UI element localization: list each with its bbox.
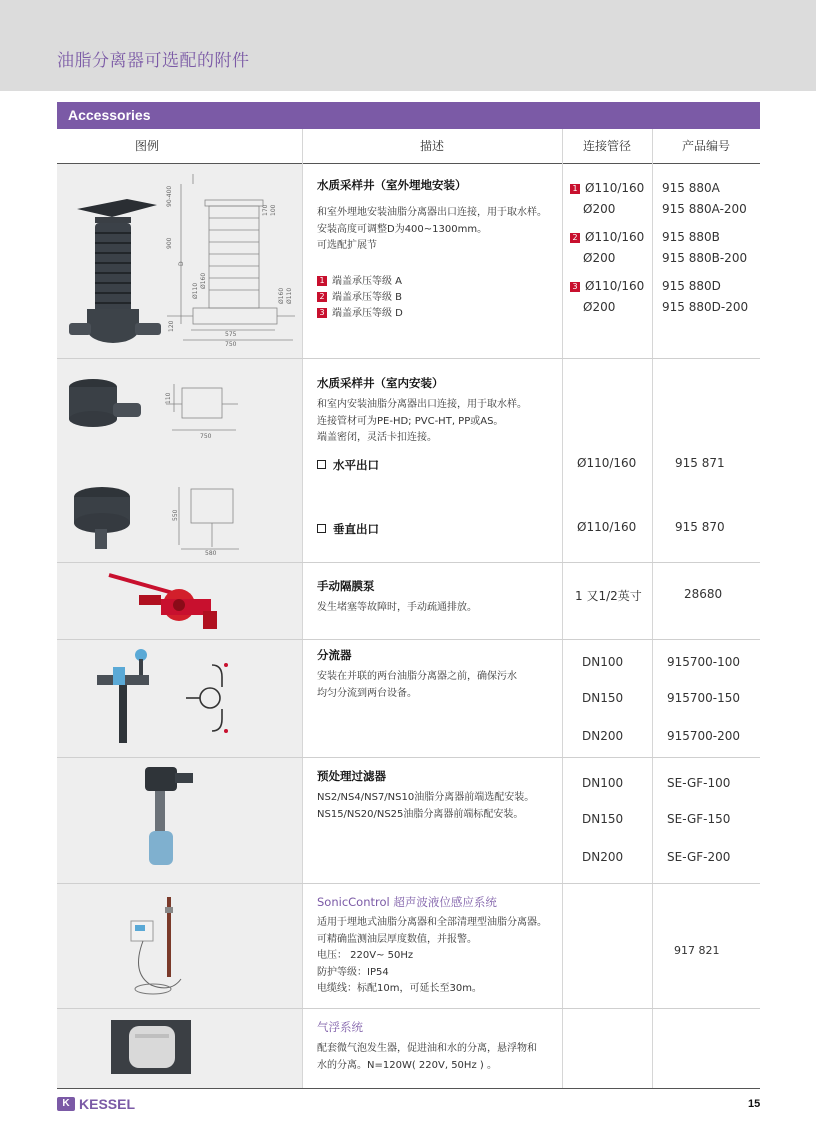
product-code: 915 880B [662, 230, 720, 244]
pre-filter-photo [139, 763, 199, 869]
hand-pump-title: 手动隔膜泵 [317, 579, 375, 593]
number-badge: 3 [570, 282, 580, 292]
flotation-title: 气浮系统 [317, 1020, 363, 1034]
number-badge: 2 [317, 292, 327, 302]
pipe-size: Ø110/160 [585, 279, 645, 293]
logo-mark: K [57, 1097, 75, 1111]
option-item [317, 274, 403, 290]
pipe-size: Ø110/160 [577, 520, 637, 534]
accessories-table [57, 129, 760, 1089]
outdoor-chamber-description [317, 205, 547, 255]
page-title: 油脂分离器可选配的附件 [57, 51, 250, 71]
product-code: 915700-100 [667, 655, 741, 669]
product-code: 915 880B-200 [662, 251, 748, 265]
row-divider [57, 757, 760, 758]
dim-170: 170 [262, 204, 269, 216]
table-bottom-rule [57, 1088, 760, 1089]
indoor-chamber-description [317, 397, 527, 447]
option-label: 端盖承压等级 D [332, 308, 403, 319]
description-line: 电缆线：标配10m，可延长至30m。 [317, 983, 482, 994]
dim-580: 580 [205, 550, 217, 557]
outdoor-chamber-title: 水质采样井（室外埋地安装） [317, 178, 467, 192]
column-divider [302, 129, 303, 1089]
product-code: 915 871 [675, 456, 725, 470]
description-line: 可精确监测油层厚度数值，并报警。 [317, 933, 477, 945]
indoor-chamber-vertical-drawing [169, 485, 249, 555]
section-bar [57, 102, 760, 129]
dim-pipe-160-right: Ø160 [278, 287, 285, 304]
row-divider [57, 1008, 760, 1009]
description-line: 均匀分流到两台设备。 [317, 687, 417, 699]
number-badge: 1 [570, 184, 580, 194]
description-line: 安装高度可调整D为400~1300mm。 [317, 223, 488, 235]
checkbox-square-icon [317, 524, 326, 533]
outdoor-chamber-drawing [167, 174, 299, 354]
header-code: 产品编号 [681, 139, 730, 153]
sonic-control-photo [121, 893, 191, 999]
description-line: 防护等级：IP54 [317, 966, 389, 978]
indoor-chamber-title: 水质采样井（室内安装） [317, 376, 444, 390]
indoor-chamber-vertical-photo [67, 483, 137, 553]
dim-120: 120 [168, 320, 175, 332]
product-code: 915 880D-200 [662, 300, 749, 314]
sonic-control-title: SonicControl 超声波液位感应系统 [317, 895, 497, 909]
variant-label: 水平出口 [333, 458, 379, 472]
page-number: 15 [748, 1098, 761, 1110]
description-line: 连接管材可为PE-HD; PVC-HT, PP或AS。 [317, 415, 504, 427]
description-line: 适用于埋地式油脂分离器和全部清理型油脂分离器。 [317, 917, 547, 928]
number-badge: 1 [317, 276, 327, 286]
option-label: 端盖承压等级 A [332, 276, 403, 287]
pipe-variant-3 [570, 279, 644, 293]
splitter-title: 分流器 [317, 648, 352, 662]
horizontal-outlet-label [317, 457, 379, 473]
product-code: 915 870 [675, 520, 725, 534]
splitter-photo [93, 647, 153, 747]
pipe-size: Ø200 [583, 251, 616, 265]
sonic-control-description [317, 915, 547, 998]
pipe-variant-2 [570, 230, 644, 244]
flotation-description [317, 1041, 537, 1074]
option-item [317, 290, 403, 306]
product-code: 915 880A-200 [662, 202, 747, 216]
dim-900: 900 [166, 237, 173, 249]
outdoor-chamber-options [317, 274, 403, 322]
flotation-system-photo [111, 1020, 191, 1074]
option-item [317, 306, 403, 322]
description-line: 发生堵塞等故障时，手动疏通排放。 [317, 602, 477, 613]
pipe-size: DN150 [582, 812, 624, 826]
pre-filter-description [317, 790, 534, 823]
pipe-size: DN200 [582, 729, 624, 743]
dim-750: 750 [200, 433, 212, 440]
description-line: 安装在并联的两台油脂分离器之前，确保污水 [317, 671, 517, 682]
description-line: 可选配扩展节 [317, 240, 377, 251]
column-divider [562, 129, 563, 1089]
section-bar-label: Accessories [68, 107, 151, 123]
description-line: 端盖密闭，灵活卡扣连接。 [317, 432, 437, 443]
number-badge: 3 [317, 308, 327, 318]
header-description: 描述 [419, 139, 444, 153]
product-code: SE-GF-150 [667, 812, 731, 826]
product-code: 915 880A [662, 181, 720, 195]
vertical-outlet-label [317, 521, 379, 537]
splitter-description [317, 669, 517, 702]
pipe-size: 1 又1/2英寸 [575, 589, 642, 603]
splitter-diagram [182, 657, 282, 742]
column-divider [652, 129, 653, 1089]
product-code: 915 880D [662, 279, 721, 293]
description-line: 和室内安装油脂分离器出口连接，用于取水样。 [317, 399, 527, 410]
dim-pipe-110-right: Ø110 [286, 287, 293, 304]
dim-750: 750 [225, 341, 237, 348]
outdoor-chamber-photo [67, 191, 177, 351]
row-divider [57, 639, 760, 640]
logo-text: KESSEL [79, 1096, 136, 1112]
dim-550: 550 [172, 509, 179, 521]
pipe-size: DN100 [582, 776, 624, 790]
pipe-size: DN150 [582, 691, 624, 705]
pre-filter-title: 预处理过滤器 [317, 769, 386, 783]
indoor-chamber-horizontal-drawing [162, 382, 242, 442]
pipe-variant-1 [570, 181, 644, 195]
header-image: 图例 [134, 139, 159, 153]
checkbox-square-icon [317, 460, 326, 469]
hand-pump-description [317, 600, 477, 617]
product-code: 915700-200 [667, 729, 741, 743]
row-divider [57, 883, 760, 884]
dim-100: 100 [270, 204, 277, 216]
dim-90-400: 90-400 [166, 185, 173, 207]
variant-label: 垂直出口 [333, 522, 379, 536]
hand-pump-photo [103, 569, 223, 635]
product-code: SE-GF-100 [667, 776, 731, 790]
product-code: 917 821 [674, 944, 720, 957]
indoor-chamber-horizontal-photo [65, 375, 145, 435]
header-pipe: 连接管径 [582, 139, 631, 153]
option-label: 端盖承压等级 B [332, 292, 403, 303]
row-divider [57, 358, 760, 359]
description-line: NS15/NS20/NS25油脂分离器前端标配安装。 [317, 808, 524, 820]
dim-d: D [178, 261, 185, 266]
pipe-size: Ø110/160 [577, 456, 637, 470]
pipe-size: Ø200 [583, 202, 616, 216]
dim-575: 575 [225, 331, 237, 338]
pipe-size: Ø110/160 [585, 230, 645, 244]
product-code: 28680 [684, 587, 723, 601]
dim-pipe-110: Ø110 [192, 282, 199, 299]
pipe-size: DN200 [582, 850, 624, 864]
product-code: 915700-150 [667, 691, 741, 705]
description-line: NS2/NS4/NS7/NS10油脂分离器前端选配安装。 [317, 792, 535, 803]
pipe-size: DN100 [582, 655, 624, 669]
description-line: 水的分离。N=120W( 220V, 50Hz ) 。 [317, 1059, 497, 1071]
pipe-size: Ø110/160 [585, 181, 645, 195]
product-code: SE-GF-200 [667, 850, 731, 864]
description-line: 和室外埋地安装油脂分离器出口连接，用于取水样。 [317, 207, 547, 218]
number-badge: 2 [570, 233, 580, 243]
pipe-size: Ø200 [583, 300, 616, 314]
dim-110: 110 [165, 392, 172, 404]
description-line: 电压： 220V~ 50Hz [317, 950, 414, 961]
row-divider [57, 562, 760, 563]
dim-pipe-160: Ø160 [200, 272, 207, 289]
description-line: 配套微气泡发生器，促进油和水的分离，悬浮物和 [317, 1043, 537, 1054]
